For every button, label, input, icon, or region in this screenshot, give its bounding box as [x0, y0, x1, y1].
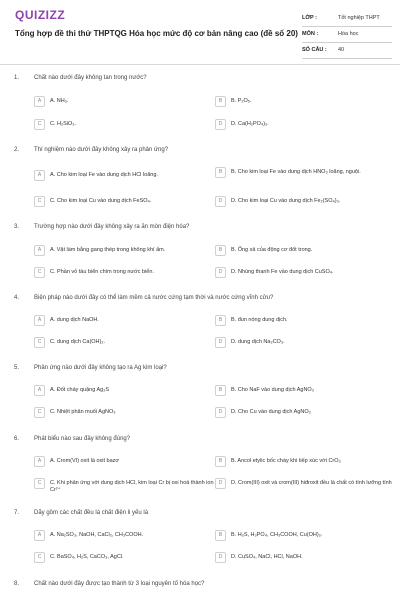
question-number: 7. — [14, 510, 20, 516]
meta-value: 40 — [338, 47, 345, 53]
question-text: Phản ứng nào dưới đây không tạo ra Ag kim loại? — [34, 365, 167, 371]
question-text: Dãy gồm các chất đều là chất điện li yếu là — [34, 510, 149, 516]
option-letter: A — [34, 530, 45, 541]
option-c[interactable] — [34, 267, 214, 281]
meta-label: SỐ CÂU : — [302, 47, 327, 53]
option-text: A. NH₃. — [50, 98, 69, 104]
meta-label: MÔN : — [302, 31, 319, 37]
option-letter: C — [34, 267, 45, 278]
option-a[interactable] — [34, 530, 214, 544]
option-letter: A — [34, 245, 45, 256]
question-text: Thí nghiệm nào dưới đây không xảy ra phản ứng? — [34, 147, 169, 153]
option-b[interactable] — [215, 456, 395, 470]
option-letter: C — [34, 407, 45, 418]
option-text: D. Crom(III) oxit và crom(III) hiđroxit đều là chất có tính lưỡng tính — [231, 480, 392, 486]
option-letter: D — [215, 196, 226, 207]
question-text: Chất nào dưới đây không tan trong nước? — [34, 75, 147, 81]
option-text: B. đun nóng dung dịch. — [231, 317, 288, 323]
option-text: D. Nhúng thanh Fe vào dung dịch CuSO₄. — [231, 269, 334, 275]
option-text: D. Cho kim loại Cu vào dung dịch Fe₂(SO₄)₃. — [231, 198, 341, 204]
option-text: C. Phần vỏ tàu biển chìm trong nước biển. — [50, 269, 154, 275]
option-a[interactable] — [34, 96, 214, 110]
option-text: D. Cho Cu vào dung dịch AgNO₃ — [231, 409, 311, 415]
question-number: 4. — [14, 295, 20, 301]
meta-class-row — [302, 11, 392, 27]
option-a[interactable] — [34, 170, 214, 184]
question-text: Biện pháp nào dưới đây có thể làm mềm cả nước cứng tạm thời và nước cứng vĩnh cửu? — [34, 295, 274, 301]
option-letter: D — [215, 552, 226, 563]
option-a[interactable] — [34, 315, 214, 329]
question-number: 3. — [14, 224, 20, 230]
option-b[interactable] — [215, 245, 395, 259]
worksheet-header — [0, 0, 400, 62]
option-text: D. Ca(H₂PO₄)₂. — [231, 121, 269, 127]
header-divider — [0, 64, 400, 65]
option-letter: C — [34, 337, 45, 348]
option-text: C. Khi phản ứng với dung dịch HCl, kim loại Cr bị oxi hoá thành ion Cr²⁺ — [50, 480, 214, 494]
question-number: 1. — [14, 75, 20, 81]
option-a[interactable] — [34, 245, 214, 259]
meta-value: Hóa học — [338, 31, 359, 37]
meta-count-row — [302, 43, 392, 59]
option-letter: B — [215, 530, 226, 541]
option-text: C. BaSO₄, H₂S, CaCO₃, AgCl. — [50, 554, 124, 560]
option-letter: A — [34, 170, 45, 181]
option-letter: D — [215, 267, 226, 278]
option-letter: A — [34, 456, 45, 467]
option-d[interactable] — [215, 119, 395, 133]
option-b[interactable] — [215, 96, 395, 110]
option-letter: D — [215, 478, 226, 489]
option-text: B. H₂S, H₃PO₄, CH₃COOH, Cu(OH)₂. — [231, 532, 323, 538]
option-text: B. Ống xả của động cơ đốt trong. — [231, 247, 313, 253]
option-c[interactable] — [34, 407, 214, 421]
meta-value: Tốt nghiệp THPT — [338, 15, 380, 21]
worksheet-title: Tổng hợp đề thi thử THPTQG Hóa học mức độ cơ bản nâng cao (đề số 20) — [15, 29, 298, 38]
option-c[interactable] — [34, 552, 214, 566]
option-text: A. Đốt cháy quặng Ag₂S — [50, 387, 110, 393]
option-text: A. Crom(VI) oxit là oxit bazơ — [50, 458, 120, 464]
option-letter: C — [34, 196, 45, 207]
option-letter: D — [215, 119, 226, 130]
option-letter: A — [34, 315, 45, 326]
option-text: A. Na₂SO₃, NaOH, CaCl₂, CH₃COOH. — [50, 532, 144, 538]
option-a[interactable] — [34, 456, 214, 470]
option-text: B. P₂O₅. — [231, 98, 252, 104]
option-letter: B — [215, 456, 226, 467]
meta-label: LỚP : — [302, 15, 317, 21]
option-b[interactable] — [215, 167, 395, 187]
option-text: D. dung dịch Na₂CO₃. — [231, 339, 285, 345]
option-b[interactable] — [215, 530, 395, 544]
question-number: 2. — [14, 147, 20, 153]
meta-subject-row — [302, 27, 392, 43]
option-letter: B — [215, 315, 226, 326]
option-letter: C — [34, 478, 45, 489]
option-text: B. Cho NaF vào dung dịch AgNO₃ — [231, 387, 314, 393]
question-number: 8. — [14, 581, 20, 587]
option-text: A. Vật làm bằng gang thép trong không khí ẩm. — [50, 247, 166, 253]
option-text: A. Cho kim loại Fe vào dung dịch HCl loãng. — [50, 172, 158, 178]
option-text: C. H₂SiO₃. — [50, 121, 77, 127]
option-letter: B — [215, 96, 226, 107]
option-letter: B — [215, 245, 226, 256]
quizizz-logo: QUIZIZZ — [15, 8, 66, 22]
option-c[interactable] — [34, 196, 214, 210]
option-d[interactable] — [215, 196, 395, 210]
option-letter: A — [34, 96, 45, 107]
option-letter: C — [34, 552, 45, 563]
option-letter: C — [34, 119, 45, 130]
option-c[interactable] — [34, 478, 214, 498]
option-d[interactable] — [215, 337, 395, 351]
option-c[interactable] — [34, 119, 214, 133]
question-text: Trường hợp nào dưới đây không xảy ra ăn mòn điện hóa? — [34, 224, 190, 230]
option-text: C. Cho kim loại Cu vào dung dịch FeSO₄. — [50, 198, 152, 204]
option-text: B. Ancol etylic bốc cháy khi tiếp xúc với CrO₃ — [231, 458, 341, 464]
question-text: Phát biểu nào sau đây không đúng? — [34, 436, 131, 442]
option-letter: D — [215, 337, 226, 348]
question-text: Chất nào dưới đây được tạo thành từ 3 loại nguyên tố hóa học? — [34, 581, 205, 587]
option-text: C. dung dịch Ca(OH)₂. — [50, 339, 106, 345]
option-c[interactable] — [34, 337, 214, 351]
question-number: 5. — [14, 365, 20, 371]
option-letter: D — [215, 407, 226, 418]
option-text: D. CuSO₄, NaCl, HCl, NaOH. — [231, 554, 303, 560]
option-d[interactable] — [215, 552, 395, 566]
option-letter: B — [215, 167, 226, 178]
question-number: 6. — [14, 436, 20, 442]
option-b[interactable] — [215, 385, 395, 399]
worksheet-meta — [302, 11, 392, 59]
option-text: C. Nhiệt phân muối AgNO₃ — [50, 409, 116, 415]
option-b[interactable] — [215, 315, 395, 329]
option-a[interactable] — [34, 385, 214, 399]
option-d[interactable] — [215, 407, 395, 421]
option-d[interactable] — [215, 267, 395, 281]
option-letter: A — [34, 385, 45, 396]
option-text: A. dung dịch NaOH. — [50, 317, 99, 323]
option-d[interactable] — [215, 478, 395, 498]
option-text: B. Cho kim loại Fe vào dung dịch HNO₃ loãng, nguội. — [231, 169, 361, 175]
option-letter: B — [215, 385, 226, 396]
